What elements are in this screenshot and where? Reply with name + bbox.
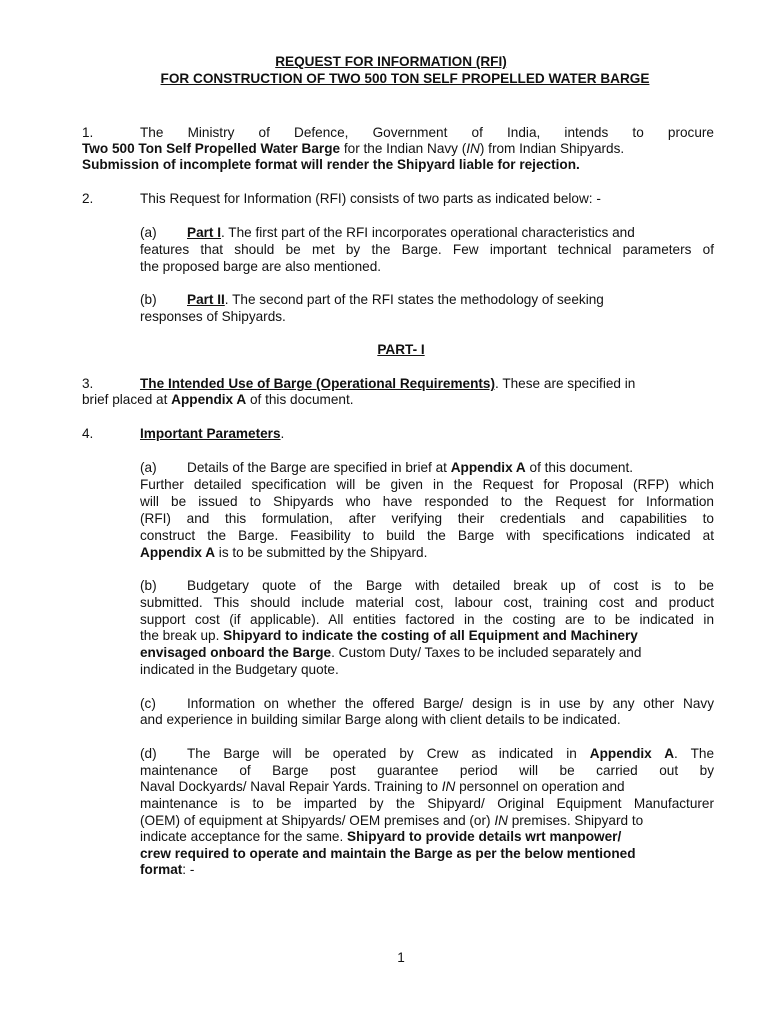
para-4d-text-5: (OEM) of equipment at Shipyards/ OEM premises and (or) <box>140 813 495 828</box>
para-4d-text-start: The Barge will be operated by Crew as indicated in <box>187 746 590 761</box>
para-2a-line-1 <box>187 225 635 242</box>
para-4a-line-6 <box>140 545 427 562</box>
document-subtitle: FOR CONSTRUCTION OF TWO 500 TON SELF PROPELLED WATER BARGE <box>160 71 650 86</box>
para-3-text-start: brief placed at <box>82 392 172 407</box>
para-1-text: for the Indian Navy ( <box>340 141 467 156</box>
para-3-number: 3. <box>82 376 94 391</box>
para-2b-label: (b) <box>140 292 157 307</box>
para-1-line-1: The Ministry of Defence, Government of India, intends to procure <box>140 125 714 140</box>
para-4a-line-3: will be issued to Shipyards who have responded to the Request for Information <box>140 494 714 509</box>
para-4a-line-1 <box>187 460 633 477</box>
para-4a-line-5: construct the Barge. Feasibility to build the Barge with specifications indicated at <box>140 528 714 543</box>
para-4b-line-2: submitted. This should include material cost, labour cost, training cost and product <box>140 595 714 610</box>
para-4b-bold-envisaged: envisaged onboard the Barge <box>140 645 332 660</box>
para-4c-line-1: Information on whether the offered Barge/ design is in use by any other Navy <box>187 696 714 711</box>
para-4d-line-8 <box>140 862 194 879</box>
para-4b-line-1: Budgetary quote of the Barge with detailed break up of cost is to be <box>187 578 714 593</box>
para-4d-line-7: crew required to operate and maintain the Barge as per the below mentioned <box>140 846 636 861</box>
para-2b-text: . The second part of the RFI states the methodology of seeking <box>224 292 604 307</box>
para-1-line-2 <box>82 141 624 158</box>
part-2-heading-ref: Part II <box>187 292 225 307</box>
para-4d-bold-manpower: Shipyard to provide details wrt manpower/ <box>347 829 622 844</box>
para-4c-label: (c) <box>140 696 156 711</box>
para-4d-label: (d) <box>140 746 157 761</box>
para-4-heading: Important Parameters <box>140 426 281 441</box>
para-4d-text-6: indicate acceptance for the same. <box>140 829 348 844</box>
para-2b-line-2: responses of Shipyards. <box>140 309 286 324</box>
para-4b-label: (b) <box>140 578 157 593</box>
para-4d-text-3-end: personnel on operation and <box>455 779 625 794</box>
para-3-text-end: of this document. <box>246 392 354 407</box>
para-4a-line-4: (RFI) and this formulation, after verifying their credentials and capabilities to <box>140 511 714 526</box>
para-4b-bold-costing: Shipyard to indicate the costing of all Equipment and Machinery <box>223 628 638 643</box>
para-2a-text: . The first part of the RFI incorporates operational characteristics and <box>221 225 635 240</box>
para-4b-line-3: support cost (if applicable). All entities factored in the costing are to be indicated in <box>140 612 714 627</box>
para-4a-appendix-ref-2: Appendix A <box>140 545 216 560</box>
para-4d-italic-in-2: IN <box>494 813 508 828</box>
para-4d-line-1 <box>187 746 714 763</box>
para-1-number: 1. <box>82 125 94 140</box>
para-4-heading-end: . <box>280 426 285 441</box>
para-2b-line-1 <box>187 292 604 309</box>
para-4d-text-3: Naval Dockyards/ Naval Repair Yards. Training to <box>140 779 442 794</box>
para-2a-label: (a) <box>140 225 157 240</box>
para-4a-text-start: Details of the Barge are specified in brief at <box>187 460 451 475</box>
para-4d-line-5 <box>140 813 643 830</box>
para-1-bold-barge: Two 500 Ton Self Propelled Water Barge <box>82 141 341 156</box>
para-1-italic-in: IN <box>466 141 480 156</box>
para-3-text: . These are specified in <box>495 376 636 391</box>
part-1-heading: PART- I <box>377 342 425 357</box>
page-number: 1 <box>397 950 405 965</box>
para-4d-line-2: maintenance of Barge post guarantee period will be carried out by <box>140 763 714 778</box>
para-4a-line-2: Further detailed specification will be given in the Request for Proposal (RFP) which <box>140 477 714 492</box>
para-1-line-3: Submission of incomplete format will render the Shipyard liable for rejection. <box>82 157 580 172</box>
para-1-text-end: ) from Indian Shipyards. <box>479 141 625 156</box>
para-2-text: This Request for Information (RFI) consists of two parts as indicated below: - <box>140 191 601 206</box>
para-2a-line-3: the proposed barge are also mentioned. <box>140 259 382 274</box>
para-4b-line-4 <box>140 628 638 645</box>
para-4a-text-end: of this document. <box>525 460 634 475</box>
para-3-appendix-ref: Appendix A <box>171 392 247 407</box>
para-4d-line-4: maintenance is to be imparted by the Shipyard/ Original Equipment Manufacturer <box>140 796 714 811</box>
para-4d-line-6 <box>140 829 621 846</box>
para-4a-appendix-ref: Appendix A <box>450 460 526 475</box>
para-4b-text-end: . Custom Duty/ Taxes to be included separately and <box>331 645 642 660</box>
para-3-heading: The Intended Use of Barge (Operational Requirements) <box>140 376 496 391</box>
para-4d-italic-in: IN <box>441 779 456 794</box>
para-4-number: 4. <box>82 426 94 441</box>
para-4d-line-3 <box>140 779 625 796</box>
para-4d-text-5-end: premises. Shipyard to <box>507 813 644 828</box>
para-3-line-2 <box>82 392 354 409</box>
para-4-heading-line <box>140 426 284 443</box>
para-4d-text-8-end: : - <box>182 862 195 877</box>
para-4d-bold-format: format <box>140 862 183 877</box>
part-1-heading-ref: Part I <box>187 225 221 240</box>
para-4a-label: (a) <box>140 460 157 475</box>
para-4b-line-6: indicated in the Budgetary quote. <box>140 662 339 677</box>
para-4d-text-end: . The <box>674 746 715 761</box>
para-2-number: 2. <box>82 191 94 206</box>
para-4b-line-5 <box>140 645 641 662</box>
para-2a-line-2: features that should be met by the Barge. Few important technical parameters of <box>140 242 714 257</box>
para-4c-line-2: and experience in building similar Barge along with client details to be indicated. <box>140 712 621 727</box>
document-title: REQUEST FOR INFORMATION (RFI) <box>275 54 507 69</box>
para-4a-text-end-2: is to be submitted by the Shipyard. <box>215 545 428 560</box>
para-4d-appendix-ref: Appendix A <box>589 746 675 761</box>
para-4b-text-start: the break up. <box>140 628 224 643</box>
para-3-line-1 <box>140 376 635 393</box>
